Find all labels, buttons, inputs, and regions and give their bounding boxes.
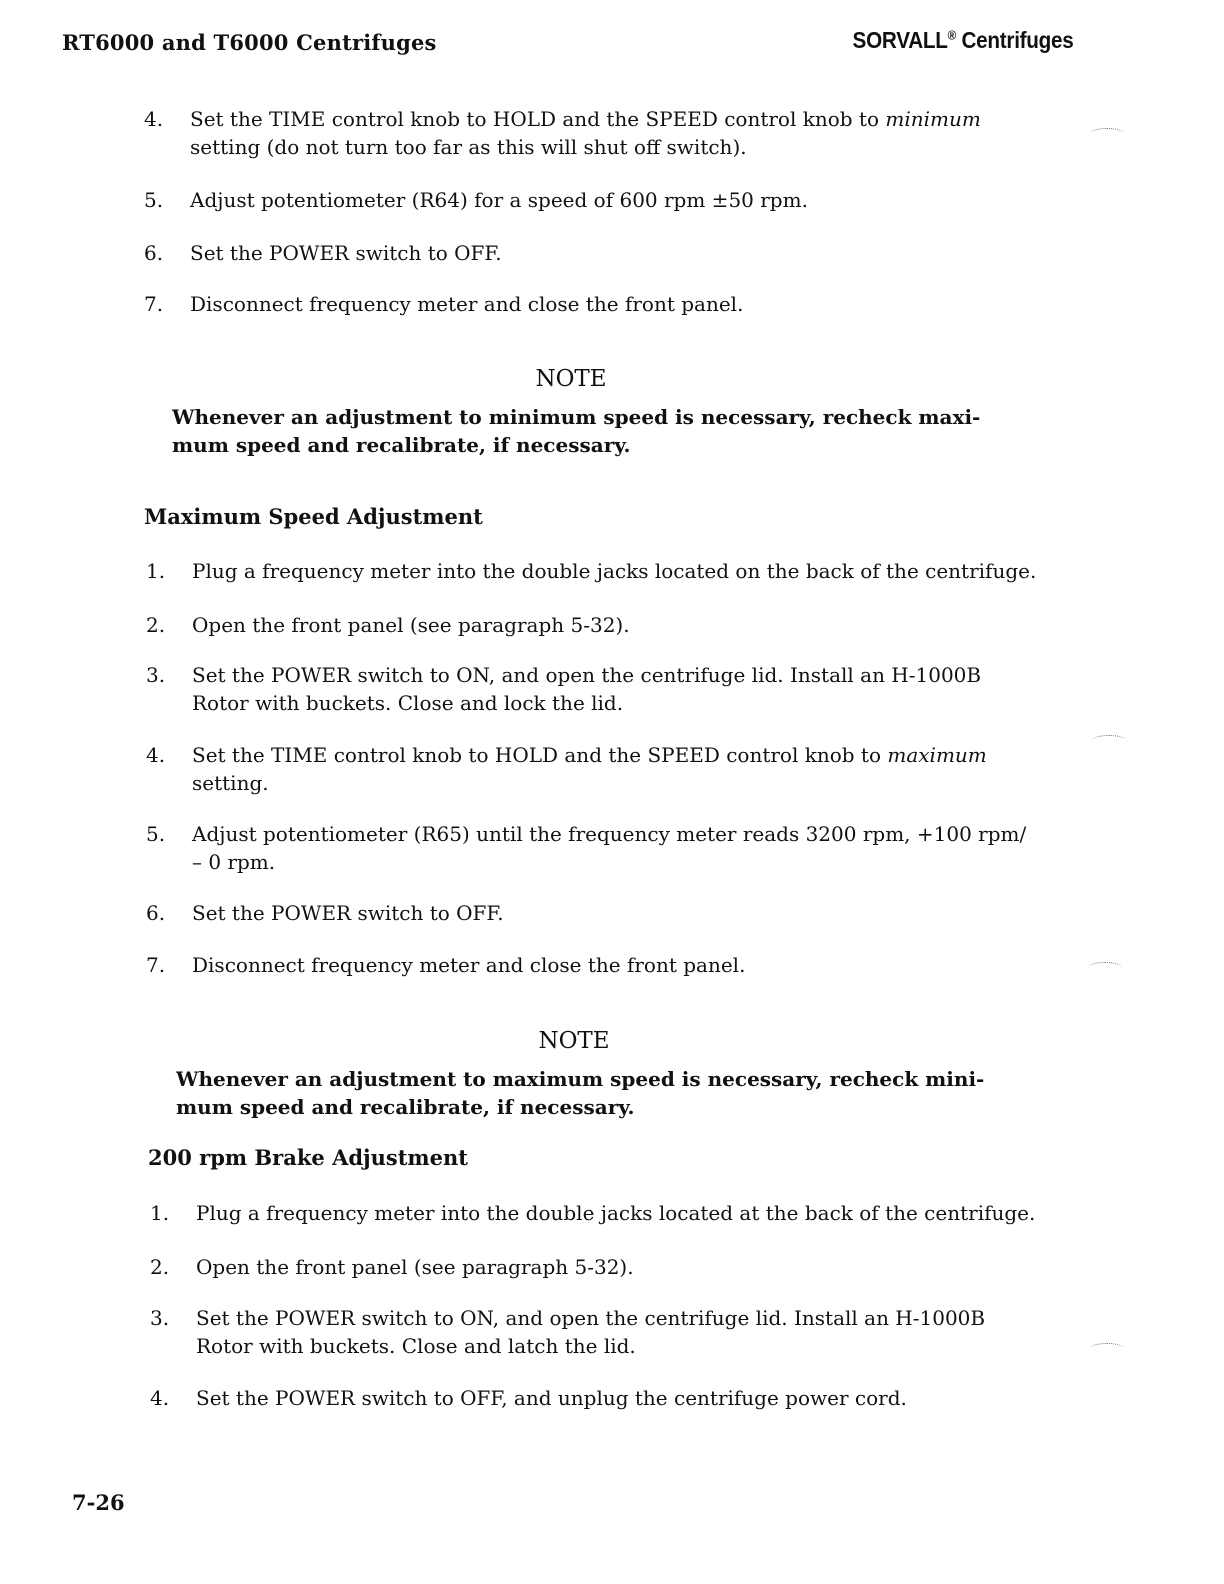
brand-name: SORVALL: [853, 27, 949, 53]
brand-suffix: Centrifuges: [961, 27, 1074, 53]
step-number: 4.: [150, 1386, 170, 1410]
step-number: 3.: [150, 1306, 170, 1330]
running-header-title: RT6000 and T6000 Centrifuges: [62, 30, 437, 55]
step-number: 7.: [144, 292, 164, 316]
note-title: NOTE: [538, 1028, 610, 1054]
step-number: 6.: [146, 901, 166, 925]
scan-artifact: [1092, 735, 1126, 746]
step-text: Set the POWER switch to ON, and open the centrifuge lid. Install an H-1000B Rotor with buckets. Close and latch the lid.: [196, 1306, 986, 1358]
note-title: NOTE: [535, 366, 607, 392]
note-body: Whenever an adjustment to maximum speed is necessary, recheck mini- mum speed and recalibrate, if necessary.: [176, 1067, 985, 1119]
step-text: Adjust potentiometer (R65) until the frequency meter reads 3200 rpm, +100 rpm/ – 0 rpm.: [192, 822, 1027, 874]
section-heading: 200 rpm Brake Adjustment: [148, 1145, 468, 1170]
step-text: Adjust potentiometer (R64) for a speed of 600 rpm ±50 rpm.: [190, 188, 808, 212]
page-number: 7-26: [72, 1490, 125, 1515]
step-number: 6.: [144, 241, 164, 265]
running-header-brand: [853, 27, 1074, 54]
scan-artifact: [1090, 128, 1124, 139]
step-number: 2.: [150, 1255, 170, 1279]
step-text: Set the POWER switch to OFF.: [190, 241, 502, 265]
step-text: Open the front panel (see paragraph 5-32).: [192, 613, 630, 637]
step-text: Plug a frequency meter into the double jacks located at the back of the centrifuge.: [196, 1201, 1036, 1225]
step-text: Set the POWER switch to OFF.: [192, 901, 504, 925]
step-text: Disconnect frequency meter and close the front panel.: [192, 953, 746, 977]
step-number: 3.: [146, 663, 166, 687]
step-number: 7.: [146, 953, 166, 977]
step-number: 5.: [144, 188, 164, 212]
step-number: 1.: [146, 559, 166, 583]
scan-artifact: [1090, 1343, 1124, 1354]
step-text: Set the TIME control knob to HOLD and the SPEED control knob to minimum setting (do not turn too far as this will shut off switch).: [190, 107, 981, 159]
section-heading: Maximum Speed Adjustment: [144, 504, 483, 529]
step-text: Set the TIME control knob to HOLD and the SPEED control knob to maximum setting.: [192, 743, 987, 795]
step-number: 1.: [150, 1201, 170, 1225]
step-text: Plug a frequency meter into the double jacks located on the back of the centrifuge.: [192, 559, 1037, 583]
step-number: 4.: [144, 107, 164, 131]
step-number: 4.: [146, 743, 166, 767]
step-text: Open the front panel (see paragraph 5-32).: [196, 1255, 634, 1279]
scan-artifact: [1088, 962, 1122, 973]
step-number: 2.: [146, 613, 166, 637]
note-body: Whenever an adjustment to minimum speed is necessary, recheck maxi- mum speed and recalibrate, if necessary.: [172, 405, 981, 457]
step-text: Disconnect frequency meter and close the front panel.: [190, 292, 744, 316]
step-number: 5.: [146, 822, 166, 846]
step-text: Set the POWER switch to ON, and open the centrifuge lid. Install an H-1000B Rotor with buckets. Close and lock the lid.: [192, 663, 982, 715]
registered-mark: ®: [948, 27, 957, 43]
step-text: Set the POWER switch to OFF, and unplug the centrifuge power cord.: [196, 1386, 907, 1410]
